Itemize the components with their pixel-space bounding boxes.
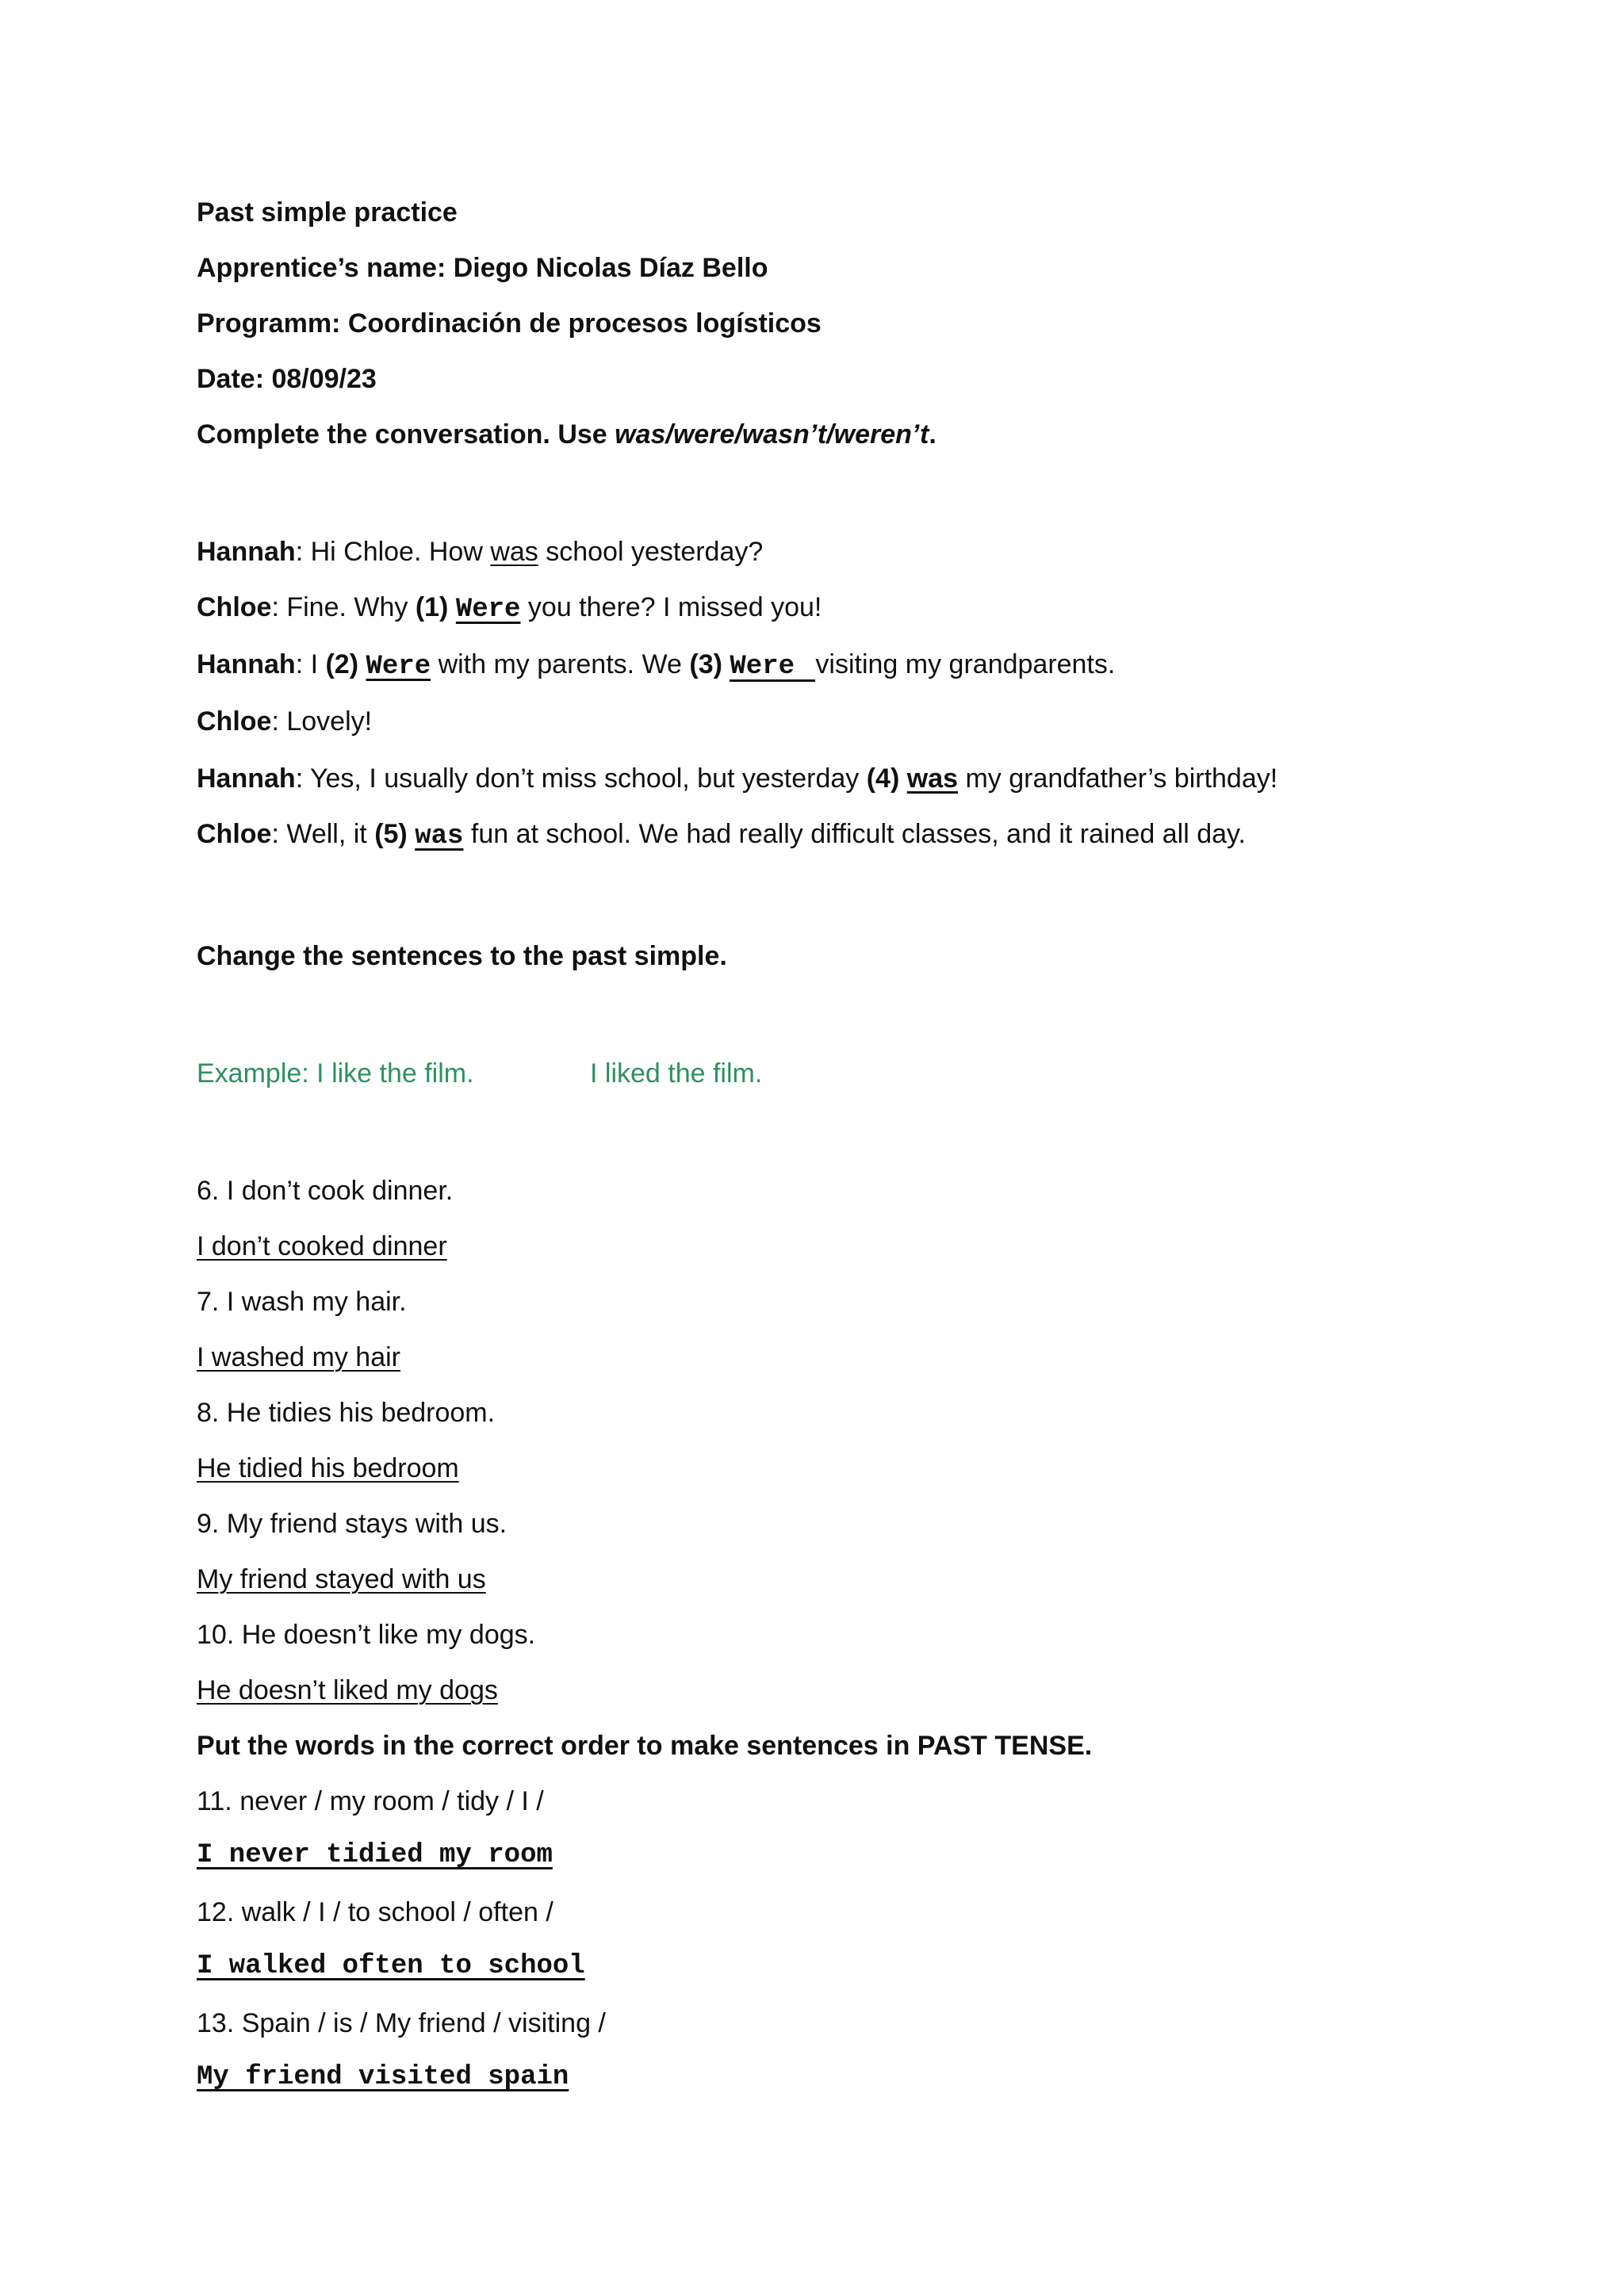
date-line: Date: 08/09/23 — [197, 364, 377, 394]
exercise-prompt: 12. walk / I / to school / often / — [197, 1897, 553, 1927]
gap-number: (4) — [866, 763, 900, 794]
example-answer: was — [490, 537, 538, 567]
example-sentence: Example: I like the film. — [197, 1058, 474, 1089]
dialogue-text: : Fine. Why — [271, 592, 416, 622]
exercise-answer: He doesn’t liked my dogs — [197, 1675, 498, 1705]
gap-number: (1) — [415, 592, 449, 622]
dialogue-line — [197, 706, 372, 737]
worksheet-title: Past simple practice — [197, 197, 458, 228]
gap-answer: was — [415, 821, 464, 851]
speaker: Hannah — [197, 763, 296, 794]
dialogue-text: visiting my grandparents. — [815, 649, 1116, 679]
exercise-prompt: 13. Spain / is / My friend / visiting / — [197, 2008, 606, 2038]
exercise-answer: He tidied his bedroom — [197, 1453, 459, 1483]
speaker: Hannah — [197, 537, 296, 567]
exercise-prompt: 8. He tidies his bedroom. — [197, 1398, 496, 1428]
gap-answer: Were — [366, 652, 431, 682]
dialogue-line — [197, 818, 1246, 852]
gap-answer: Were — [730, 654, 815, 682]
dialogue-text: : Well, it — [271, 819, 375, 849]
gap-answer: Were — [455, 595, 521, 625]
dialogue-text: my grandfather’s birthday! — [958, 763, 1278, 794]
exercise-prompt: 10. He doesn’t like my dogs. — [197, 1620, 536, 1650]
section3-instruction: Put the words in the correct order to make sentences in PAST TENSE. — [197, 1731, 1093, 1761]
dialogue-text: fun at school. We had really difficult classes, and it rained all day. — [463, 819, 1246, 849]
exercise-answer: My friend stayed with us — [197, 1564, 486, 1594]
program-name: Programm: Coordinación de procesos logísticos — [197, 308, 822, 339]
dialogue-text: school yesterday? — [538, 537, 764, 567]
gap-number: (5) — [374, 819, 408, 849]
exercise-prompt: 11. never / my room / tidy / I / — [197, 1786, 544, 1816]
gap-answer: was — [906, 763, 959, 794]
speaker: Chloe — [197, 706, 272, 737]
exercise-answer: I don’t cooked dinner — [197, 1231, 447, 1261]
speaker: Chloe — [197, 592, 272, 622]
dialogue-text: : I — [295, 649, 326, 679]
exercise-answer: I walked often to school — [197, 1951, 585, 1981]
section1-instruction — [197, 419, 936, 450]
speaker: Chloe — [197, 819, 272, 849]
dialogue-text: with my parents. We — [431, 649, 690, 679]
instruction-prefix: Complete the conversation. Use — [197, 419, 615, 450]
dialogue-line — [197, 649, 1115, 683]
exercise-answer: I washed my hair — [197, 1342, 400, 1372]
gap-number: (2) — [325, 649, 359, 679]
exercise-prompt: 6. I don’t cook dinner. — [197, 1176, 454, 1206]
instruction-words: was/were/wasn’t/weren’t — [615, 419, 929, 450]
speaker: Hannah — [197, 649, 296, 679]
section2-instruction: Change the sentences to the past simple. — [197, 941, 727, 971]
example-answer: I liked the film. — [590, 1058, 763, 1089]
dialogue-text: you there? I missed you! — [520, 592, 822, 622]
dialogue-line — [197, 763, 1277, 794]
exercise-prompt: 9. My friend stays with us. — [197, 1509, 508, 1539]
dialogue-text: : Hi Chloe. How — [295, 537, 491, 567]
apprentice-name: Apprentice’s name: Diego Nicolas Díaz Bello — [197, 253, 768, 283]
gap-number: (3) — [689, 649, 722, 679]
dialogue-text: : Yes, I usually don’t miss school, but yesterday — [295, 763, 867, 794]
exercise-answer: I never tidied my room — [197, 1840, 553, 1870]
exercise-answer: My friend visited spain — [197, 2062, 569, 2092]
dialogue-line — [197, 536, 763, 568]
exercise-prompt: 7. I wash my hair. — [197, 1287, 407, 1317]
dialogue-line — [197, 591, 822, 626]
instruction-suffix: . — [929, 419, 936, 450]
dialogue-text: : Lovely! — [271, 706, 373, 737]
